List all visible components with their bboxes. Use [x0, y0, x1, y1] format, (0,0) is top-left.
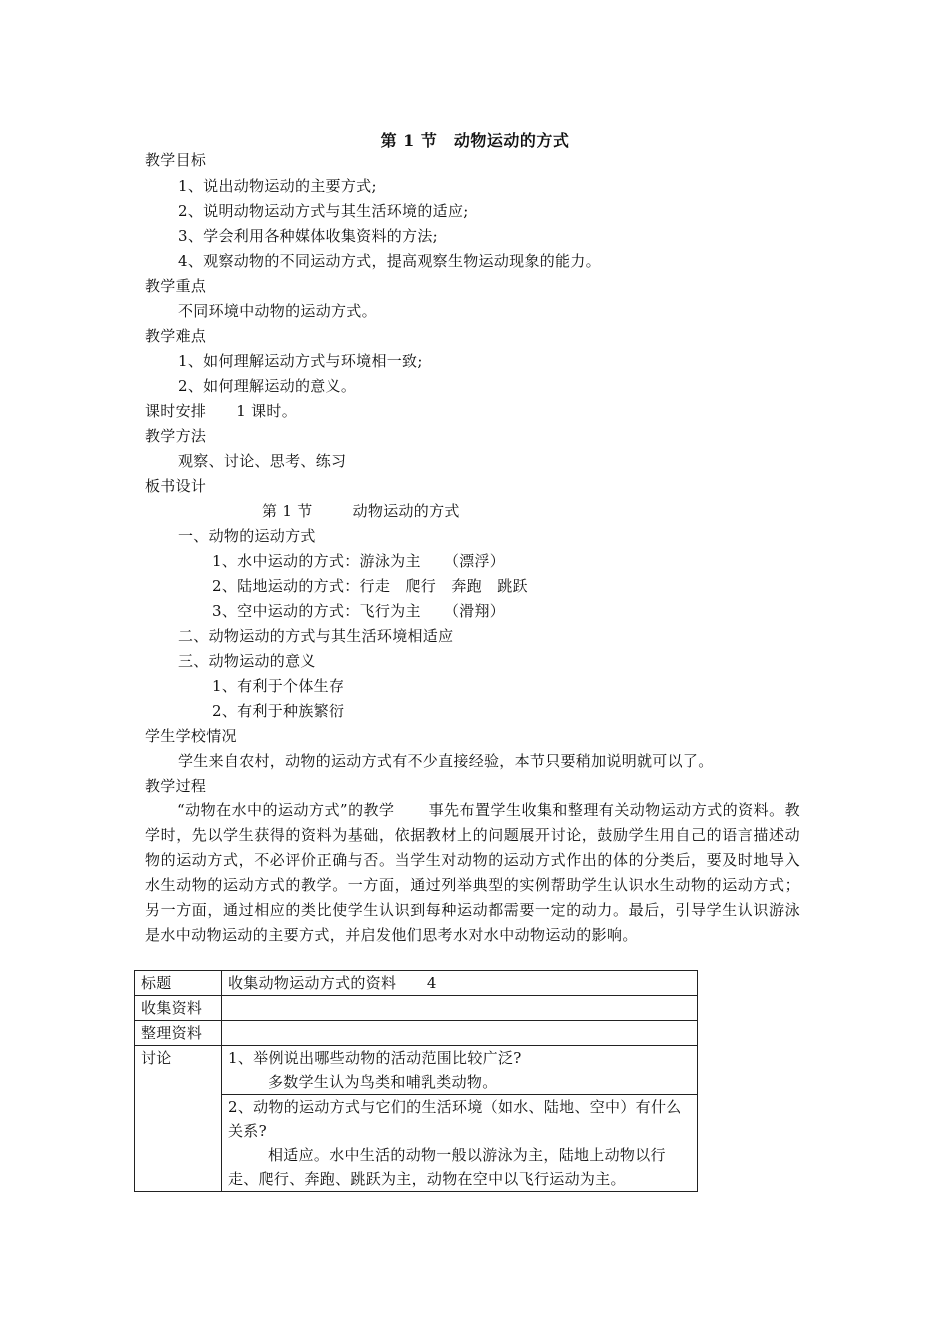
discussion-question: 2、动物的运动方式与它们的生活环境（如水、陆地、空中）有什么关系? — [228, 1098, 682, 1140]
board-heading: 板书设计 — [145, 477, 207, 495]
objective-item: 1、说出动物运动的主要方式; — [178, 177, 377, 195]
methods-text: 观察、讨论、思考、练习 — [178, 452, 347, 470]
difficulty-heading: 教学难点 — [145, 327, 207, 345]
table-value-collect — [222, 996, 698, 1021]
methods-heading: 教学方法 — [145, 427, 207, 445]
students-text: 学生来自农村，动物的运动方式有不少直接经验，本节只要稍加说明就可以了。 — [178, 752, 714, 770]
board-section-2: 二、动物运动的方式与其生活环境相适应 — [178, 627, 454, 645]
page-title: 第 1 节 动物运动的方式 — [380, 131, 570, 150]
table-label-title: 标题 — [135, 971, 222, 996]
process-text: 事先布置学生收集和整理有关动物运动方式的资料。教学时，先以学生获得的资料为基础，依据教材上的问题展开讨论，鼓励学生用自己的语言描述动物的运动方式，不必评价正确与否。当学生对动物的运动方式作出的体的分类后，要及时地导入水生动物的运动方式的教学。一方面，通过列举典型的实例帮助学生认识水生动物的运动方式；另一方面，通过相应的类比使学生认识到每种运动都需要一定的动力。最后，引导学生认识游泳是水中动物运动的主要方式，并启发他们思考水对水中动物运动的影响。 — [145, 801, 800, 944]
table-row — [135, 971, 698, 996]
discussion-cell-2 — [222, 1095, 698, 1192]
objective-item: 3、学会利用各种媒体收集资料的方法; — [178, 227, 438, 245]
table-label-organize: 整理资料 — [135, 1021, 222, 1046]
resource-table — [134, 970, 698, 1192]
discussion-cell-1 — [222, 1046, 698, 1095]
board-item: 2、有利于种族繁衍 — [212, 702, 345, 720]
board-item: 1、水中运动的方式：游泳为主 （漂浮） — [212, 552, 506, 570]
board-section-1: 一、动物的运动方式 — [178, 527, 316, 545]
table-label-discussion: 讨论 — [135, 1046, 222, 1192]
table-label-collect: 收集资料 — [135, 996, 222, 1021]
board-item: 2、陆地运动的方式：行走 爬行 奔跑 跳跃 — [212, 577, 528, 595]
board-title-text: 动物运动的方式 — [352, 502, 460, 520]
schedule-value: 1 课时。 — [236, 402, 298, 420]
schedule-line — [145, 401, 297, 421]
board-item: 1、有利于个体生存 — [212, 677, 345, 695]
board-title-section: 第 1 节 — [262, 502, 313, 520]
discussion-answer: 多数学生认为鸟类和哺乳类动物。 — [268, 1073, 498, 1091]
difficulty-item: 1、如何理解运动方式与环境相一致; — [178, 352, 423, 370]
discussion-question: 1、举例说出哪些动物的活动范围比较广泛? — [228, 1049, 522, 1067]
discussion-answer: 相适应。水中生活的动物一般以游泳为主，陆地上动物以行走、爬行、奔跑、跳跃为主，动物在空中以飞行运动为主。 — [228, 1146, 666, 1188]
key-point-text: 不同环境中动物的运动方式。 — [178, 302, 377, 320]
table-row — [135, 996, 698, 1021]
table-row — [135, 1046, 698, 1095]
table-row — [135, 1021, 698, 1046]
key-point-heading: 教学重点 — [145, 277, 207, 295]
table-value-organize — [222, 1021, 698, 1046]
objective-item: 2、说明动物运动方式与其生活环境的适应; — [178, 202, 469, 220]
difficulty-item: 2、如何理解运动的意义。 — [178, 377, 357, 395]
objective-item: 4、观察动物的不同运动方式，提高观察生物运动现象的能力。 — [178, 252, 601, 270]
board-item: 3、空中运动的方式：飞行为主 （滑翔） — [212, 602, 506, 620]
board-section-3: 三、动物运动的意义 — [178, 652, 316, 670]
process-lead: “动物在水中的运动方式”的教学 — [177, 801, 395, 819]
table-value-title: 收集动物运动方式的资料 4 — [222, 971, 698, 996]
board-title — [262, 501, 460, 521]
objectives-heading: 教学目标 — [145, 151, 207, 169]
process-paragraph — [145, 798, 800, 948]
students-heading: 学生学校情况 — [145, 727, 237, 745]
schedule-heading: 课时安排 — [145, 402, 207, 420]
process-heading: 教学过程 — [145, 777, 207, 795]
